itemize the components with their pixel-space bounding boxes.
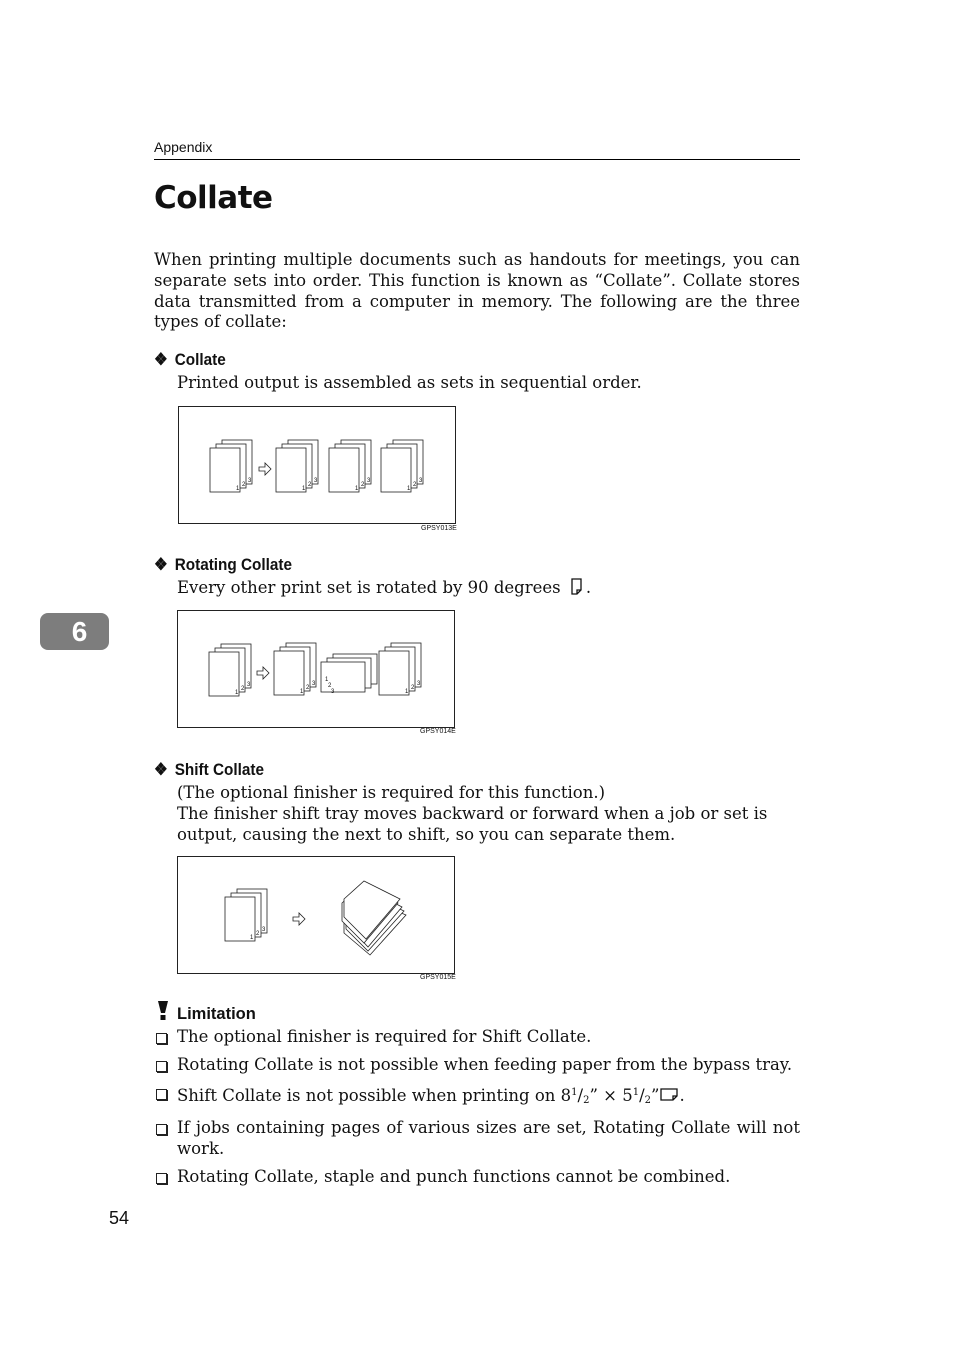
page-label: 3 bbox=[247, 682, 251, 688]
page-label: 3 bbox=[314, 478, 318, 484]
page-label: 2 bbox=[242, 482, 246, 488]
section-description: Every other print set is rotated by 90 degrees . bbox=[177, 578, 592, 597]
limitation-list bbox=[154, 1027, 800, 1195]
list-item: Shift Collate is not possible when printing on $8^1/_2$” × $5^1/_2$” . bbox=[154, 1083, 800, 1112]
diamond-bullet-icon: ❖ bbox=[154, 760, 168, 779]
section-description-line: The finisher shift tray moves backward or forward when a job or set is output, causing the next to shift, so you can separate them. bbox=[177, 803, 768, 844]
page-label: 3 bbox=[262, 927, 266, 933]
section-heading-collate bbox=[154, 350, 226, 370]
chapter-tab bbox=[40, 613, 109, 650]
section-description-text: Every other print set is rotated by 90 degrees bbox=[177, 578, 561, 597]
checkbox-bullet-icon bbox=[156, 1173, 167, 1184]
page-label: 1 bbox=[355, 486, 359, 492]
page-label: 1 bbox=[302, 486, 306, 492]
list-item-text-prefix: Shift Collate is not possible when printing on 8 bbox=[177, 1085, 572, 1105]
section-heading-rotating-collate bbox=[154, 555, 292, 575]
page-label: 1 bbox=[235, 690, 239, 696]
page-stack bbox=[209, 644, 251, 696]
list-item-text-suffix: ” bbox=[651, 1085, 660, 1105]
arrow-icon bbox=[259, 463, 271, 475]
list-item bbox=[154, 1027, 800, 1048]
page-number: 54 bbox=[109, 1208, 130, 1228]
page-label: 3 bbox=[331, 689, 335, 695]
shift-collate-diagram bbox=[178, 857, 454, 973]
page-label: 2 bbox=[413, 482, 417, 488]
checkbox-bullet-icon bbox=[156, 1089, 167, 1100]
page-label: 3 bbox=[417, 681, 421, 687]
page-label: 2 bbox=[328, 683, 332, 689]
page-title: Collate bbox=[154, 180, 273, 216]
fraction-denominator: 2 bbox=[644, 1094, 652, 1106]
section-heading-text: Collate bbox=[174, 350, 226, 369]
list-item bbox=[154, 1167, 800, 1188]
page-stack bbox=[276, 440, 318, 492]
shifted-output-stack bbox=[342, 881, 406, 955]
limitation-heading-text: Limitation bbox=[177, 1005, 256, 1023]
page-label: 2 bbox=[308, 482, 312, 488]
section-heading-text: Rotating Collate bbox=[174, 555, 293, 574]
fraction-numerator: 1 bbox=[571, 1086, 578, 1098]
list-item-text: If jobs containing pages of various sizes are set, Rotating Collate will not work. bbox=[177, 1118, 800, 1159]
page-stack bbox=[381, 440, 423, 492]
page-label: 1 bbox=[407, 486, 411, 492]
page-stack bbox=[274, 643, 316, 695]
page-stack bbox=[329, 440, 371, 492]
list-item-text-mid: ” × 5 bbox=[589, 1085, 633, 1105]
diamond-bullet-icon: ❖ bbox=[154, 555, 168, 574]
page-label: 1 bbox=[325, 677, 329, 683]
section-heading-shift-collate bbox=[154, 760, 264, 780]
section-description-line: (The optional finisher is required for this function.) bbox=[177, 783, 606, 802]
shift-collate-figure bbox=[177, 856, 455, 974]
page-label: 1 bbox=[405, 689, 409, 695]
checkbox-bullet-icon bbox=[156, 1124, 167, 1135]
page-stack bbox=[379, 643, 421, 695]
figure-code: GPSY015E bbox=[420, 974, 456, 981]
landscape-paper-icon bbox=[660, 1087, 679, 1103]
page-label: 2 bbox=[241, 686, 245, 692]
checkbox-bullet-icon bbox=[156, 1061, 167, 1072]
page-label: 3 bbox=[248, 478, 252, 484]
page-label: 2 bbox=[361, 482, 365, 488]
list-item bbox=[154, 1055, 800, 1076]
collate-diagram bbox=[179, 407, 455, 523]
page-label: 1 bbox=[300, 689, 304, 695]
page-label: 2 bbox=[306, 685, 310, 691]
section-description bbox=[177, 783, 800, 845]
page-label: 2 bbox=[256, 931, 260, 937]
portrait-paper-icon bbox=[570, 578, 586, 595]
page-stack bbox=[225, 889, 267, 941]
diamond-bullet-icon: ❖ bbox=[154, 350, 168, 369]
arrow-icon bbox=[293, 913, 305, 925]
chapter-number: 6 bbox=[71, 615, 88, 647]
limitation-heading bbox=[154, 1000, 256, 1024]
arrow-icon bbox=[257, 667, 269, 679]
page-stack bbox=[210, 440, 252, 492]
section-heading-text: Shift Collate bbox=[174, 760, 264, 779]
fraction-slash: / bbox=[639, 1085, 645, 1105]
list-item bbox=[154, 1118, 800, 1160]
page-label: 1 bbox=[250, 935, 254, 941]
list-item-text: The optional finisher is required for Shift Collate. bbox=[177, 1027, 592, 1046]
rotating-collate-diagram bbox=[178, 611, 454, 727]
running-header: Appendix bbox=[154, 139, 213, 155]
fraction-slash: / bbox=[577, 1085, 584, 1105]
exclamation-icon bbox=[154, 1000, 172, 1022]
section-description: Printed output is assembled as sets in sequential order. bbox=[177, 373, 642, 392]
figure-code: GPSY014E bbox=[420, 728, 456, 735]
page-label: 3 bbox=[367, 478, 371, 484]
fraction-denominator: 2 bbox=[583, 1094, 590, 1106]
collate-figure bbox=[178, 406, 456, 524]
page-label: 1 bbox=[236, 486, 240, 492]
page-label: 3 bbox=[312, 681, 316, 687]
fraction-numerator: 1 bbox=[632, 1086, 640, 1098]
rotating-collate-figure bbox=[177, 610, 455, 728]
page-label: 2 bbox=[411, 685, 415, 691]
header-rule bbox=[154, 159, 800, 160]
intro-paragraph: When printing multiple documents such as handouts for meetings, you can separate sets into order. This function is known as “Collate”. Collate stores data transmitted from a computer in memory. The following are the three types of collate: bbox=[154, 250, 800, 332]
figure-code: GPSY013E bbox=[421, 525, 457, 532]
page-label: 3 bbox=[419, 478, 423, 484]
checkbox-bullet-icon bbox=[156, 1033, 167, 1044]
list-item-text: Rotating Collate is not possible when feeding paper from the bypass tray. bbox=[177, 1054, 793, 1074]
list-item-text: Rotating Collate, staple and punch functions cannot be combined. bbox=[177, 1166, 731, 1186]
